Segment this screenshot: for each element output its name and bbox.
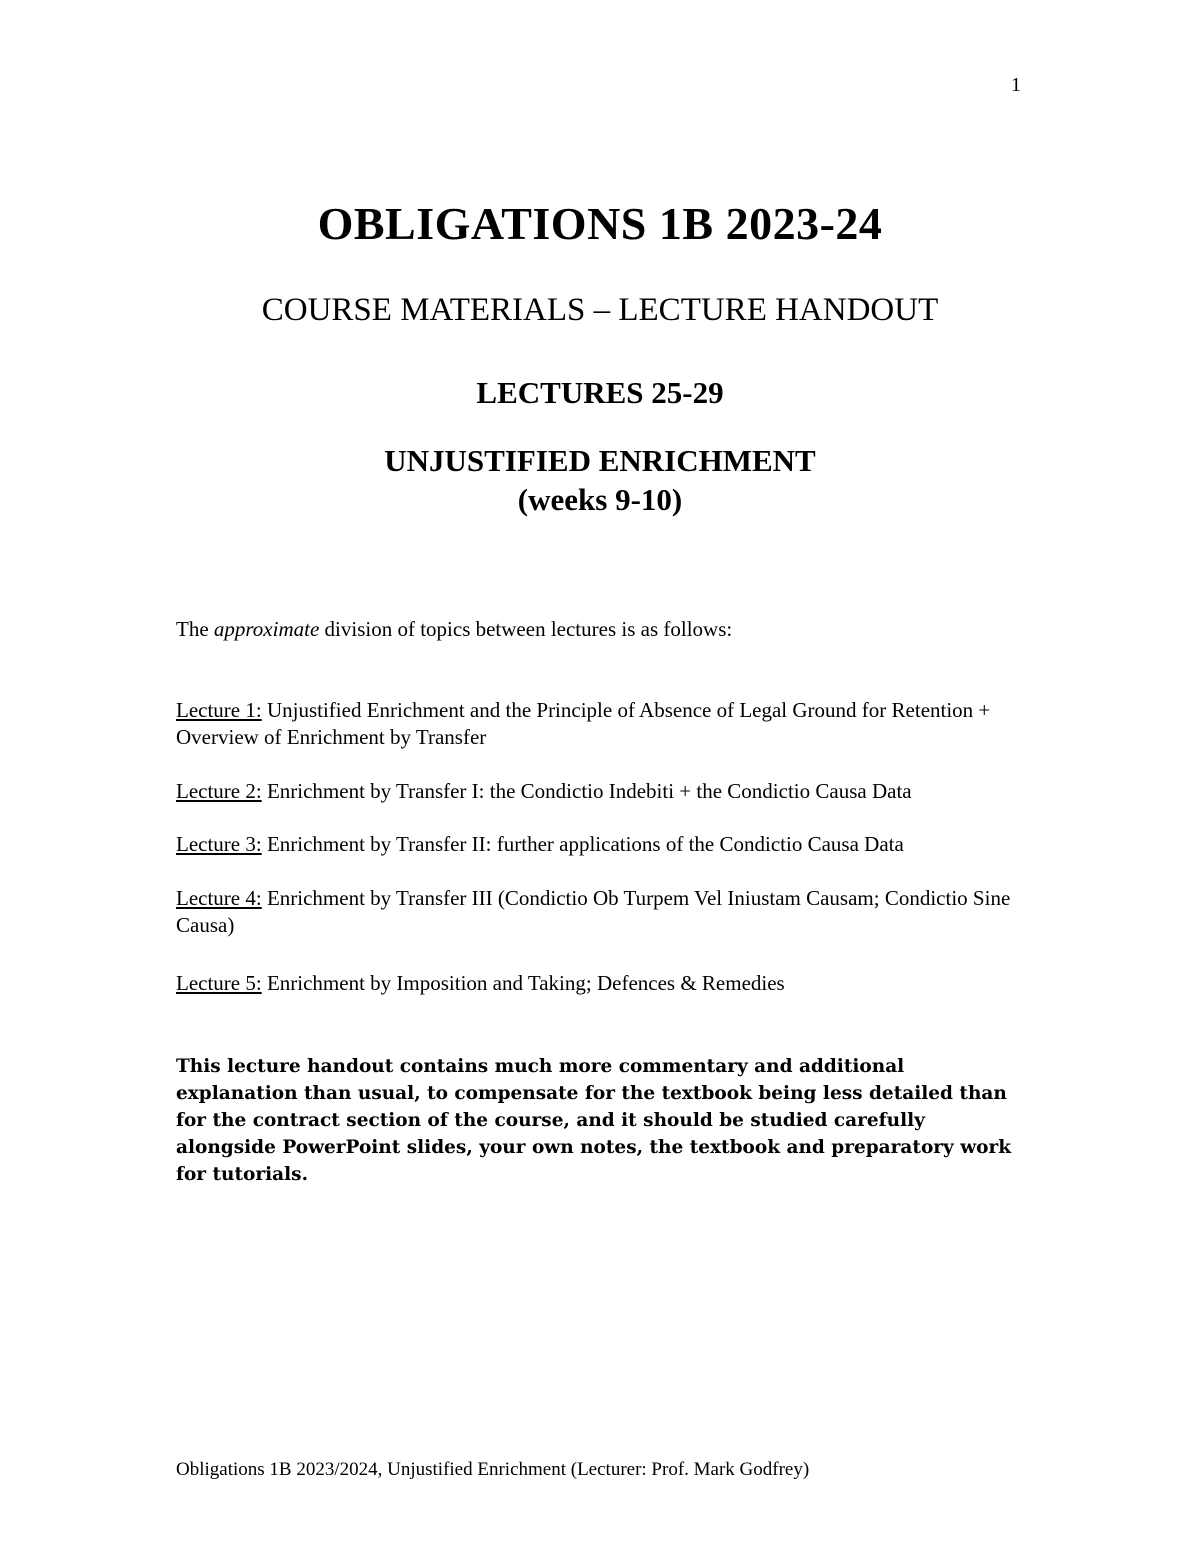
document-title: OBLIGATIONS 1B 2023-24 xyxy=(317,198,883,249)
lecture-label: Lecture 4: xyxy=(176,886,262,910)
lecture-item-5 xyxy=(176,970,1016,997)
lecture-description: Enrichment by Transfer III (Condictio Ob Turpem Vel Iniustam Causam; Condictio Sine Causa) xyxy=(176,886,1011,937)
study-note: This lecture handout contains much more commentary and additional explanation than usual, to compensate for the textbook being less detailed than for the contract section of the course, and it should be studied carefully alongside PowerPoint slides, your own notes, the textbook and preparatory work for tutorials. xyxy=(176,1056,1012,1185)
lecture-item-4 xyxy=(176,885,1016,939)
lecture-label: Lecture 2: xyxy=(176,779,262,803)
lecture-label: Lecture 1: xyxy=(176,698,262,722)
topic-heading-title: UNJUSTIFIED ENRICHMENT xyxy=(384,443,816,478)
lecture-description: Unjustified Enrichment and the Principle of Absence of Legal Ground for Retention + Overview of Enrichment by Transfer xyxy=(176,698,991,749)
page-footer: Obligations 1B 2023/2024, Unjustified Enrichment (Lecturer: Prof. Mark Godfrey) xyxy=(176,1459,810,1480)
lecture-item-2 xyxy=(176,778,1016,805)
intro-text-after: division of topics between lectures is as follows: xyxy=(319,617,733,641)
lecture-description: Enrichment by Transfer I: the Condictio Indebiti + the Condictio Causa Data xyxy=(261,779,912,803)
topic-heading-weeks: (weeks 9-10) xyxy=(517,482,683,517)
lecture-list xyxy=(176,697,1016,997)
lecture-item-1 xyxy=(176,697,1016,751)
lecture-description: Enrichment by Imposition and Taking; Defences & Remedies xyxy=(261,971,785,995)
intro-emphasis: approximate xyxy=(213,617,320,641)
lecture-description: Enrichment by Transfer II: further applications of the Condictio Causa Data xyxy=(261,832,904,856)
document-subtitle: COURSE MATERIALS – LECTURE HANDOUT xyxy=(261,292,939,328)
lecture-item-3 xyxy=(176,831,1016,858)
lectures-range-heading: LECTURES 25-29 xyxy=(476,375,724,410)
lecture-label: Lecture 5: xyxy=(176,971,262,995)
topic-heading xyxy=(0,441,1200,519)
intro-paragraph xyxy=(176,617,732,642)
lecture-label: Lecture 3: xyxy=(176,832,262,856)
page-number: 1 xyxy=(1011,74,1021,96)
intro-text-before: The xyxy=(176,617,214,641)
